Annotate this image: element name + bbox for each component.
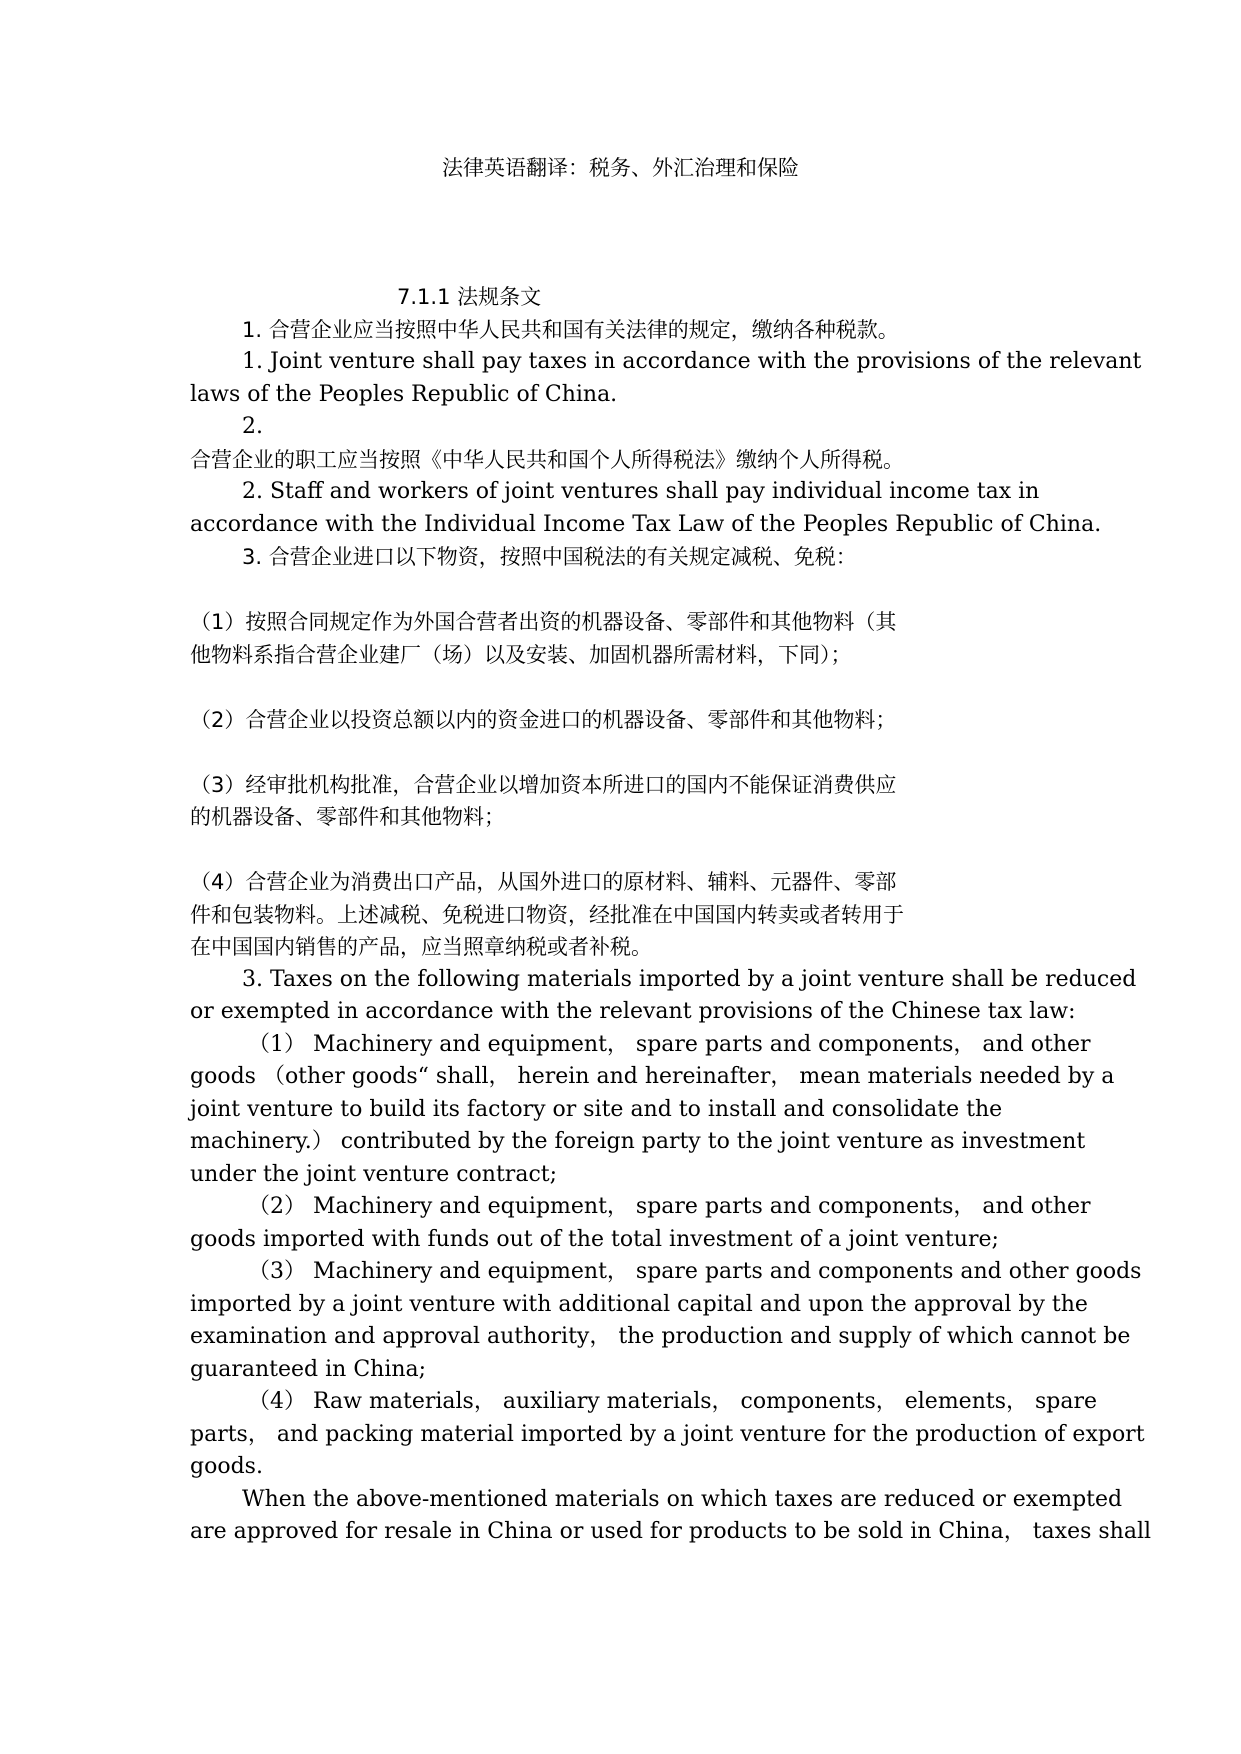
blank-line <box>190 671 1060 704</box>
text-line: （3） Machinery and equipment， spare parts and components and other goods <box>248 1259 1142 1284</box>
text-line: （2） Machinery and equipment， spare parts and components， and other <box>248 1194 1091 1219</box>
text-line: 在中国国内销售的产品，应当照章纳税或者补税。 <box>190 935 652 959</box>
text-line: examination and approval authority， the production and supply of which cannot be <box>190 1324 1131 1349</box>
text-line: goods （other goods“ shall， herein and hereinafter， mean materials needed by a <box>190 1064 1115 1089</box>
blank-line <box>190 574 1060 607</box>
text-line: （4）合营企业为消费出口产品，从国外进口的原材料、辅料、元器件、零部 <box>190 870 897 894</box>
text-line: 2. Staff and workers of joint ventures shall pay individual income tax in <box>242 479 1040 504</box>
text-line: 2. <box>242 414 263 439</box>
text-line: 件和包装物料。上述减税、免税进口物资，经批准在中国国内转卖或者转用于 <box>190 902 904 927</box>
text-line: guaranteed in China; <box>190 1356 427 1382</box>
section-heading: 7.1.1 法规条文 <box>397 285 542 309</box>
text-line: goods imported with funds out of the total investment of a joint venture; <box>190 1226 999 1252</box>
text-line: 的机器设备、零部件和其他物料； <box>190 805 505 829</box>
text-line: 1. Joint venture shall pay taxes in accordance with the provisions of the relevant <box>242 349 1142 374</box>
text-line: 3. 合营企业进口以下物资，按照中国税法的有关规定减税、免税： <box>242 545 857 569</box>
text-line: 1. 合营企业应当按照中华人民共和国有关法律的规定，缴纳各种税款。 <box>242 317 899 342</box>
blank-line <box>190 736 1060 769</box>
text-line: 3. Taxes on the following materials imported by a joint venture shall be reduced <box>242 966 1137 992</box>
text-line: imported by a joint venture with additional capital and upon the approval by the <box>190 1291 1088 1317</box>
text-line: （1）按照合同规定作为外国合营者出资的机器设备、零部件和其他物料（其 <box>190 610 897 634</box>
text-line: （3）经审批机构批准，合营企业以增加资本所进口的国内不能保证消费供应 <box>190 772 897 797</box>
text-line: When the above-mentioned materials on which taxes are reduced or exempted <box>242 1486 1123 1512</box>
text-line: goods. <box>190 1454 263 1479</box>
text-line: （4） Raw materials， auxiliary materials， components， elements， spare <box>248 1389 1098 1414</box>
text-line: （2）合营企业以投资总额以内的资金进口的机器设备、零部件和其他物料； <box>190 707 897 732</box>
text-line: （1） Machinery and equipment， spare parts and components， and other <box>248 1031 1091 1057</box>
text-line: 合营企业的职工应当按照《中华人民共和国个人所得税法》缴纳个人所得税。 <box>190 447 904 472</box>
document-body <box>190 281 1152 1549</box>
text-line: machinery.） contributed by the foreign party to the joint venture as investment <box>190 1129 1086 1154</box>
document-title: 法律英语翻译：税务、外汇治理和保险 <box>442 156 799 180</box>
text-line: under the joint venture contract; <box>190 1161 558 1187</box>
text-line: are approved for resale in China or used for products to be sold in China， taxes shall <box>190 1519 1152 1544</box>
blank-line <box>190 834 1060 867</box>
text-line: joint venture to build its factory or site and to install and consolidate the <box>190 1096 1003 1122</box>
text-line: 他物料系指合营企业建厂（场）以及安装、加固机器所需材料，下同）； <box>190 642 852 667</box>
text-line: laws of the Peoples Republic of China. <box>190 381 618 407</box>
text-line: accordance with the Individual Income Tax Law of the Peoples Republic of China. <box>190 511 1102 537</box>
text-line: or exempted in accordance with the relevant provisions of the Chinese tax law: <box>190 999 1076 1024</box>
paragraph-lines <box>190 314 1152 1549</box>
text-line: parts， and packing material imported by a joint venture for the production of export <box>190 1421 1145 1447</box>
